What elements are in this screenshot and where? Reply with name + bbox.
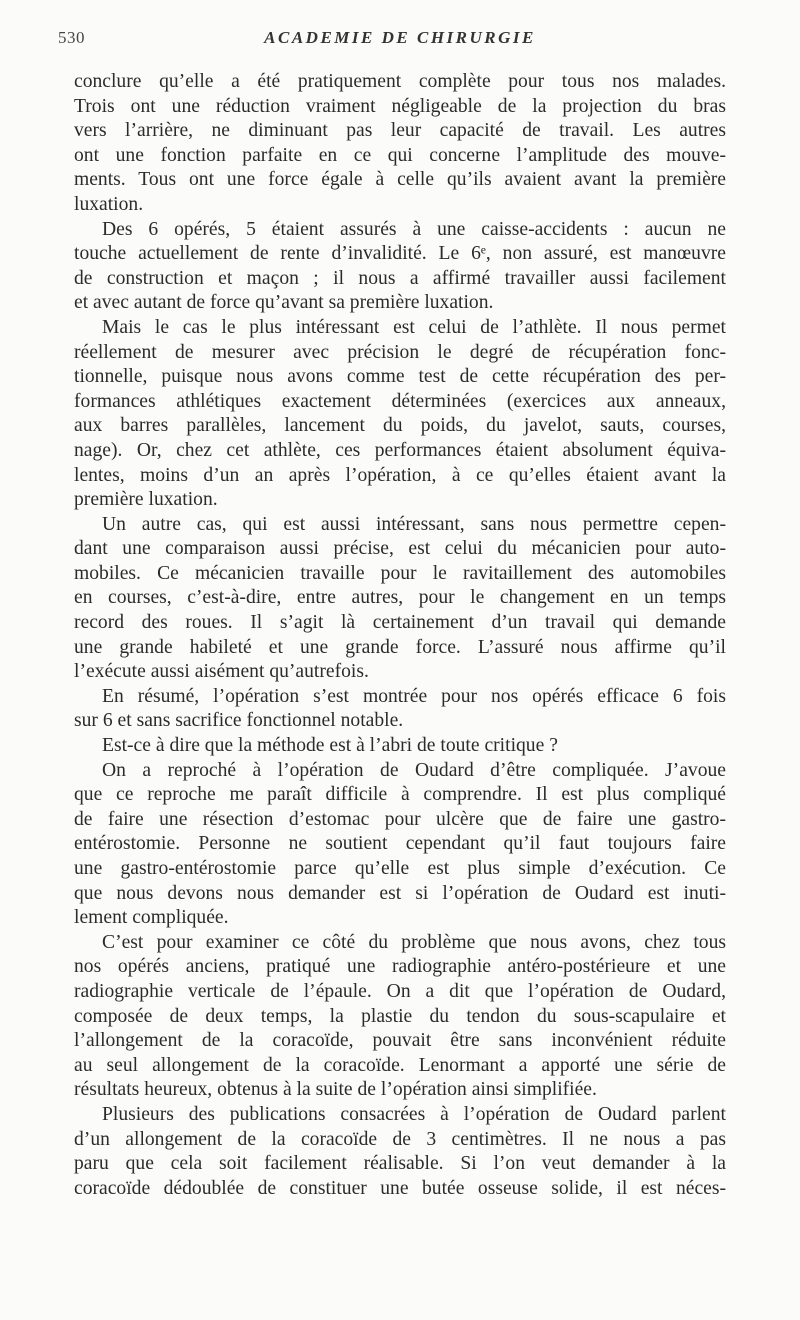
text-line: luxation.: [74, 193, 144, 215]
text-line: C’est pour examiner ce côté du problème que nous avons, chez tous: [102, 931, 726, 953]
text-line: de faire une résection d’estomac pour ulcère que de faire une gastro-: [74, 808, 726, 830]
text-line: nos opérés anciens, pratiqué une radiographie antéro-postérieure et une: [74, 956, 726, 978]
text-line: en courses, c’est-à-dire, entre autres, pour le changement en un temps: [74, 587, 726, 609]
text-line: mobiles. Ce mécanicien travaille pour le ravitaillement des automobiles: [74, 562, 726, 584]
text-line: sur 6 et sans sacrifice fonctionnel notable.: [74, 710, 404, 732]
text-line: Un autre cas, qui est aussi intéressant, sans nous permettre cepen-: [102, 513, 726, 535]
text-line: une gastro-entérostomie parce qu’elle est plus simple d’exécution. Ce: [74, 858, 726, 879]
text-line: conclure qu’elle a été pratiquement complète pour tous nos malades.: [74, 71, 726, 92]
page-number: 530: [58, 28, 85, 47]
text-line: et avec autant de force qu’avant sa première luxation.: [74, 292, 494, 314]
text-line: une grande habileté et une grande force. L’assuré nous affirme qu’il: [74, 636, 726, 658]
text-line: ments. Tous ont une force égale à celle qu’ils avaient avant la première: [74, 169, 726, 191]
text-line: ont une fonction parfaite en ce qui concerne l’amplitude des mouve-: [74, 144, 726, 166]
text-line: formances athlétiques exactement déterminées (exercices aux anneaux,: [74, 390, 726, 412]
text-line: On a reproché à l’opération de Oudard d’être compliquée. J’avoue: [102, 759, 726, 781]
text-line: Trois ont une réduction vraiment négligeable de la projection du bras: [74, 95, 726, 117]
text-line: au seul allongement de la coracoïde. Lenormant a apporté une série de: [74, 1054, 726, 1076]
text-line: En résumé, l’opération s’est montrée pour nos opérés efficace 6 fois: [102, 685, 726, 707]
text-line: record des roues. Il s’agit là certainement d’un travail qui demande: [74, 612, 726, 634]
text-line: nage). Or, chez cet athlète, ces performances étaient absolument équiva-: [74, 439, 726, 461]
text-line: paru que cela soit facilement réalisable. Si l’on veut demander à la: [74, 1153, 726, 1175]
text-line: l’exécute aussi aisément qu’autrefois.: [74, 661, 369, 683]
text-line: composée de deux temps, la plastie du tendon du sous-scapulaire et: [74, 1005, 726, 1027]
text-line: Plusieurs des publications consacrées à l’opération de Oudard parlent: [102, 1103, 726, 1125]
text-line: lement compliquée.: [74, 907, 229, 929]
text-line: que nous devons nous demander est si l’opération de Oudard est inuti-: [74, 882, 726, 904]
text-line: radiographie verticale de l’épaule. On a dit que l’opération de Oudard,: [74, 980, 726, 1002]
text-line: aux barres parallèles, lancement du poids, du javelot, sauts, courses,: [74, 415, 726, 437]
body-text: [74, 70, 726, 1201]
text-line: d’un allongement de la coracoïde de 3 centimètres. Il ne nous a pas: [74, 1128, 726, 1150]
text-line: coracoïde dédoublée de constituer une butée osseuse solide, il est néces-: [74, 1177, 726, 1199]
text-line: lentes, moins d’un an après l’opération, à ce qu’elles étaient avant la: [74, 464, 726, 486]
text-line: touche actuellement de rente d’invalidité. Le 6ᵉ, non assuré, est manœuvre: [74, 243, 726, 265]
text-line: première luxation.: [74, 489, 218, 511]
text-line: résultats heureux, obtenus à la suite de l’opération ainsi simplifiée.: [74, 1079, 597, 1101]
text-line: Mais le cas le plus intéressant est celui de l’athlète. Il nous permet: [102, 316, 726, 338]
text-line: l’allongement de la coracoïde, pouvait être sans inconvénient réduite: [74, 1030, 726, 1052]
page-header: [58, 28, 728, 52]
running-title: ACADEMIE DE CHIRURGIE: [264, 28, 536, 47]
text-line: Est-ce à dire que la méthode est à l’abri de toute critique ?: [102, 735, 558, 757]
text-line: de construction et maçon ; il nous a affirmé travailler aussi facilement: [74, 267, 726, 289]
text-line: entérostomie. Personne ne soutient cependant qu’il faut toujours faire: [74, 833, 726, 855]
text-line: vers l’arrière, ne diminuant pas leur capacité de travail. Les autres: [74, 120, 726, 142]
text-line: dant une comparaison aussi précise, est celui du mécanicien pour auto-: [74, 538, 726, 560]
text-line: tionnelle, puisque nous avons comme test de cette récupération des per-: [74, 366, 726, 388]
text-line: Des 6 opérés, 5 étaient assurés à une caisse-accidents : aucun ne: [102, 218, 726, 240]
text-line: réellement de mesurer avec précision le degré de récupération fonc-: [74, 341, 726, 363]
text-line: que ce reproche me paraît difficile à comprendre. Il est plus compliqué: [74, 784, 726, 806]
